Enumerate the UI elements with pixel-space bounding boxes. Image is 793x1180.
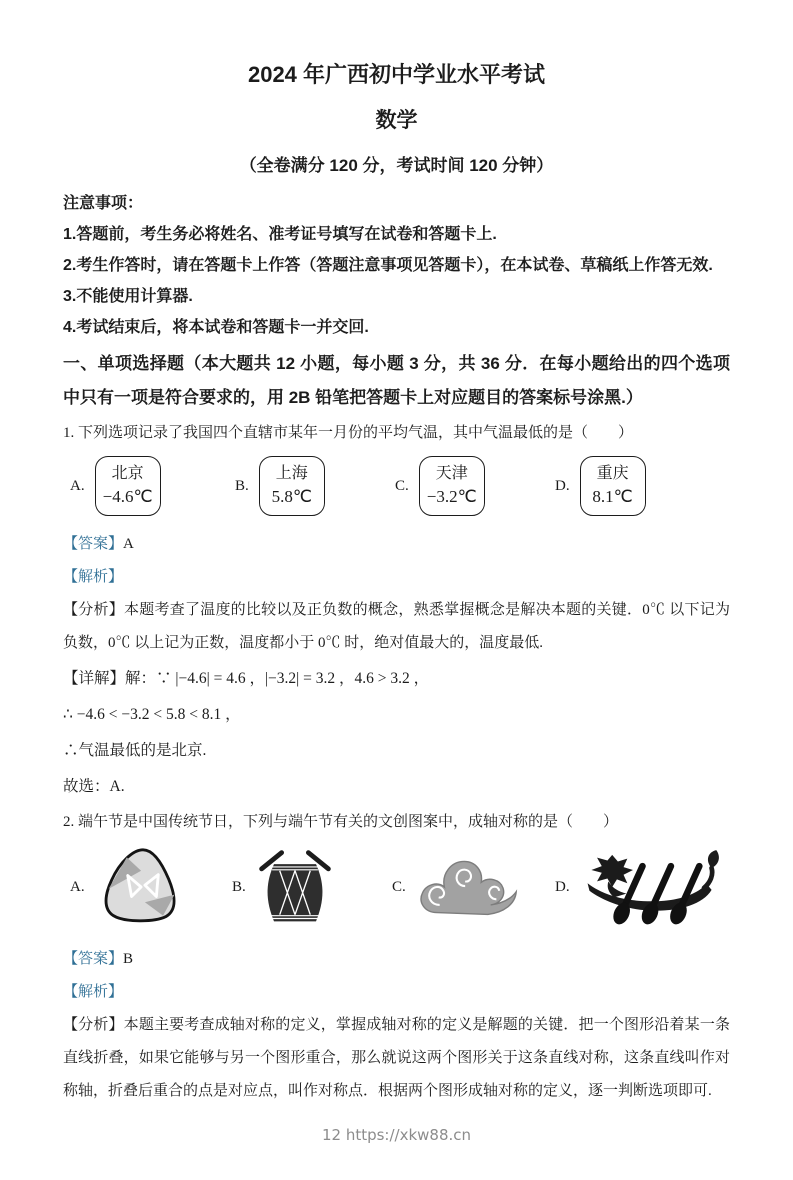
temp-value: −4.6℃	[102, 487, 153, 507]
temp-value: 5.8℃	[271, 487, 312, 507]
city-name: 北京	[111, 465, 144, 483]
q2-option-b-label: B.	[232, 878, 246, 895]
zongzi-icon	[95, 845, 191, 929]
answer-tag: 【答案】	[63, 536, 124, 552]
q2-analysis-tag: 【解析】	[63, 984, 124, 1000]
q2-option-d	[555, 845, 730, 929]
temp-box-chongqing	[580, 456, 646, 516]
exam-page	[0, 58, 793, 1180]
dragon-boat-icon	[580, 845, 722, 929]
q1-option-a-label: A.	[70, 477, 85, 494]
exam-subject: 数学	[375, 109, 418, 132]
question-1-options	[63, 456, 730, 516]
q2-option-a	[70, 845, 232, 929]
question-1	[63, 418, 730, 804]
question-1-text: 1. 下列选项记录了我国四个直辖市某年一月份的平均气温，其中气温最低的是（ ）	[63, 425, 634, 441]
drum-icon	[256, 845, 334, 929]
notices	[63, 188, 730, 343]
q1-detail-line-3: ∴气温最低的是北京.	[63, 742, 207, 759]
q1-option-c	[395, 456, 555, 516]
temp-value: 8.1℃	[592, 487, 633, 507]
q1-option-c-label: C.	[395, 477, 409, 494]
q1-option-d	[555, 456, 715, 516]
q1-answer-line	[63, 529, 730, 559]
exam-title: 2024 年广西初中学业水平考试	[247, 62, 546, 87]
q1-fenxi: 【分析】本题考查了温度的比较以及正负数的概念，熟悉掌握概念是解决本题的关键．0℃ 以下记为负数，0℃ 以上记为正数，温度都小于 0℃ 时，绝对值最大的，温度最低.	[63, 602, 730, 651]
question-2	[63, 807, 730, 1108]
q1-option-d-label: D.	[555, 477, 570, 494]
q2-answer-value: B	[123, 951, 134, 967]
question-2-options	[63, 843, 730, 931]
q2-option-c-label: C.	[392, 878, 406, 895]
temp-box-tianjin	[419, 456, 485, 516]
city-name: 天津	[435, 465, 468, 483]
q1-option-b	[235, 456, 395, 516]
q2-option-b	[232, 845, 392, 929]
city-name: 上海	[275, 465, 308, 483]
city-name: 重庆	[596, 465, 629, 483]
auspicious-clouds-icon	[416, 849, 520, 925]
temp-box-shanghai	[259, 456, 325, 516]
q1-option-b-label: B.	[235, 477, 249, 494]
q1-analysis-tag: 【解析】	[63, 569, 124, 585]
q2-fenxi: 【分析】本题主要考查成轴对称的定义，掌握成轴对称的定义是解题的关键．把一个图形沿着某一条直线折叠，如果它能够与另一个图形重合，那么就说这两个图形关于这条直线对称，这条直线叫作对称轴，折叠后重合的点是对应点，叫作对称点．根据两个图形成轴对称的定义，逐一判断选项即可.	[63, 1017, 730, 1099]
notice-item-4: 4.考试结束后，将本试卷和答题卡一并交回.	[63, 319, 369, 336]
question-2-text: 2. 端午节是中国传统节日，下列与端午节有关的文创图案中，成轴对称的是（ ）	[63, 814, 619, 830]
page-footer: 12 https://xkw88.cn	[321, 1126, 472, 1144]
q1-detail-line-1: 【详解】解：∵ |−4.6| = 4.6 ，|−3.2| = 3.2 ，4.6 > 3.2 ，	[63, 670, 430, 687]
q2-option-a-label: A.	[70, 878, 85, 895]
q1-answer-value: A	[123, 536, 134, 552]
answer-tag: 【答案】	[63, 951, 124, 967]
notices-heading: 注意事项：	[63, 195, 144, 212]
q2-answer-line	[63, 944, 730, 974]
q1-detail-line-2: ∴ −4.6 < −3.2 < 5.8 < 8.1 ，	[63, 706, 241, 723]
notice-item-3: 3.不能使用计算器.	[63, 288, 193, 305]
section-heading: 一、单项选择题（本大题共 12 小题，每小题 3 分，共 36 分．在每小题给出的四个选项中只有一项是符合要求的，用 2B 铅笔把答题卡上对应题目的答案标号涂黑.）	[63, 354, 730, 407]
q1-detail-line-4: 故选：A.	[63, 778, 125, 795]
notice-item-2: 2.考生作答时，请在答题卡上作答（答题注意事项见答题卡），在本试卷、草稿纸上作答无效.	[63, 257, 713, 274]
q2-option-c	[392, 849, 555, 925]
notice-item-1: 1.答题前，考生务必将姓名、准考证号填写在试卷和答题卡上.	[63, 226, 497, 243]
exam-info: （全卷满分 120 分，考试时间 120 分钟）	[239, 156, 554, 175]
temp-box-beijing	[95, 456, 161, 516]
q2-option-d-label: D.	[555, 878, 570, 895]
q1-option-a	[70, 456, 235, 516]
temp-value: −3.2℃	[426, 487, 477, 507]
